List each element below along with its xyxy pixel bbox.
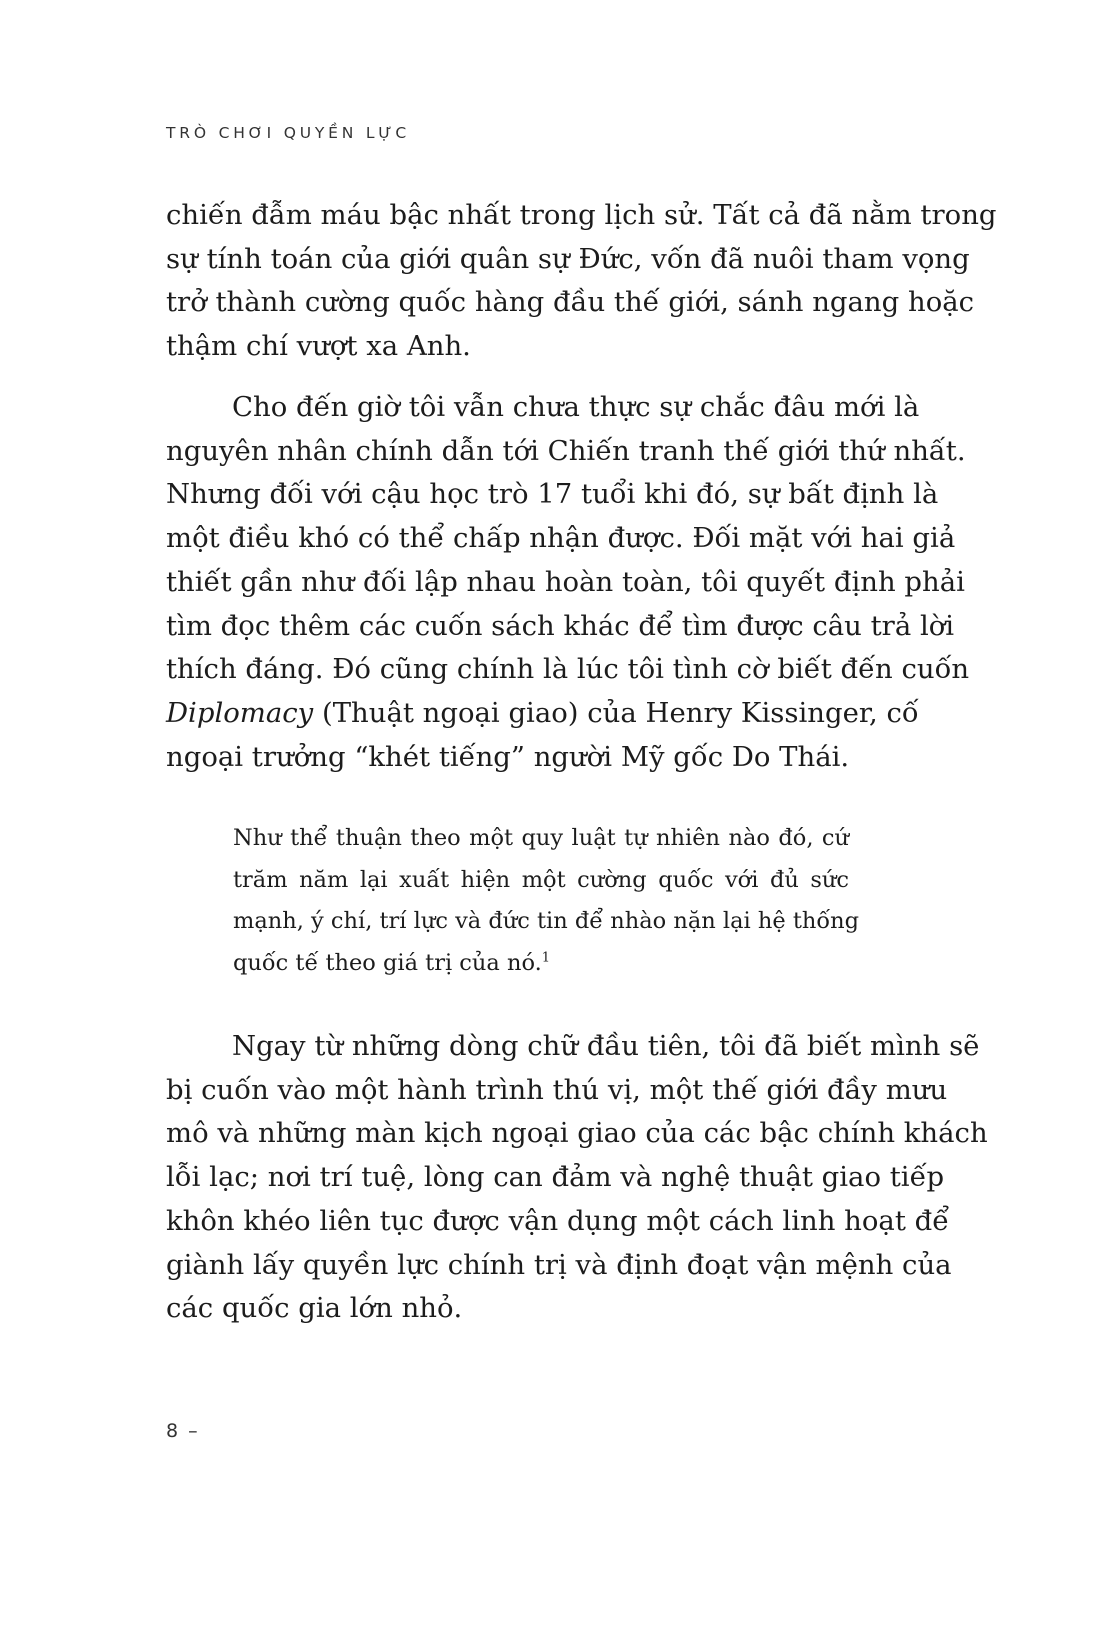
text-fragment: (Thuật ngoại giao) của Henry Kissinger, cố <box>313 696 919 729</box>
text-line: giành lấy quyền lực chính trị và định đoạt vận mệnh của <box>166 1248 952 1281</box>
paragraph-kissinger-intro <box>166 386 970 779</box>
paragraph-continuation <box>166 194 997 369</box>
text-line: thiết gần như đối lập nhau hoàn toàn, tôi quyết định phải <box>166 565 965 598</box>
quote-line: Như thể thuận theo một quy luật tự nhiên nào đó, cứ <box>233 825 849 851</box>
text-line: các quốc gia lớn nhỏ. <box>166 1292 463 1325</box>
quote-line: trăm năm lại xuất hiện một cường quốc với đủ sức <box>233 866 849 893</box>
text-line: Cho đến giờ tôi vẫn chưa thực sự chắc đâu mới là <box>232 391 920 423</box>
text-line: chiến đẫm máu bậc nhất trong lịch sử. Tất cả đã nằm trong <box>166 199 997 231</box>
quote-line: mạnh, ý chí, trí lực và đức tin để nhào nặn lại hệ thống <box>233 908 860 934</box>
text-line: bị cuốn vào một hành trình thú vị, một thế giới đầy mưu <box>166 1073 948 1106</box>
text-line: lỗi lạc; nơi trí tuệ, lòng can đảm và nghệ thuật giao tiếp <box>166 1161 945 1194</box>
text-line: khôn khéo liên tục được vận dụng một cách linh hoạt để <box>166 1204 950 1237</box>
text-line: Ngay từ những dòng chữ đầu tiên, tôi đã biết mình sẽ <box>232 1030 980 1062</box>
text-line: ngoại trưởng “khét tiếng” người Mỹ gốc Do Thái. <box>166 740 850 773</box>
text-line: trở thành cường quốc hàng đầu thế giới, sánh ngang hoặc <box>166 286 975 319</box>
text-line: sự tính toán của giới quân sự Đức, vốn đã nuôi tham vọng <box>166 242 970 275</box>
block-quote <box>233 818 860 984</box>
text-fragment: quốc tế theo giá trị của nó. <box>233 949 542 976</box>
running-header-title: TRÒ CHƠI QUYỀN LỰC <box>166 124 410 142</box>
text-line: thích đáng. Đó cũng chính là lúc tôi tình cờ biết đến cuốn <box>166 653 970 686</box>
text-line: một điều khó có thể chấp nhận được. Đối mặt với hai giả <box>166 522 956 555</box>
page-number: 8 – <box>166 1420 200 1442</box>
text-line: mô và những màn kịch ngoại giao của các bậc chính khách <box>166 1117 988 1150</box>
quote-line <box>233 943 849 985</box>
text-line: nguyên nhân chính dẫn tới Chiến tranh thế giới thứ nhất. <box>166 434 966 467</box>
text-line: tìm đọc thêm các cuốn sách khác để tìm được câu trả lời <box>166 609 955 642</box>
paragraph-first-impression <box>166 1025 988 1331</box>
text-line: thậm chí vượt xa Anh. <box>166 330 471 363</box>
text-line <box>166 692 918 736</box>
footnote-marker[interactable]: 1 <box>541 950 551 965</box>
book-title-italic: Diplomacy <box>166 696 314 729</box>
text-line: Nhưng đối với cậu học trò 17 tuổi khi đó, sự bất định là <box>166 478 939 511</box>
